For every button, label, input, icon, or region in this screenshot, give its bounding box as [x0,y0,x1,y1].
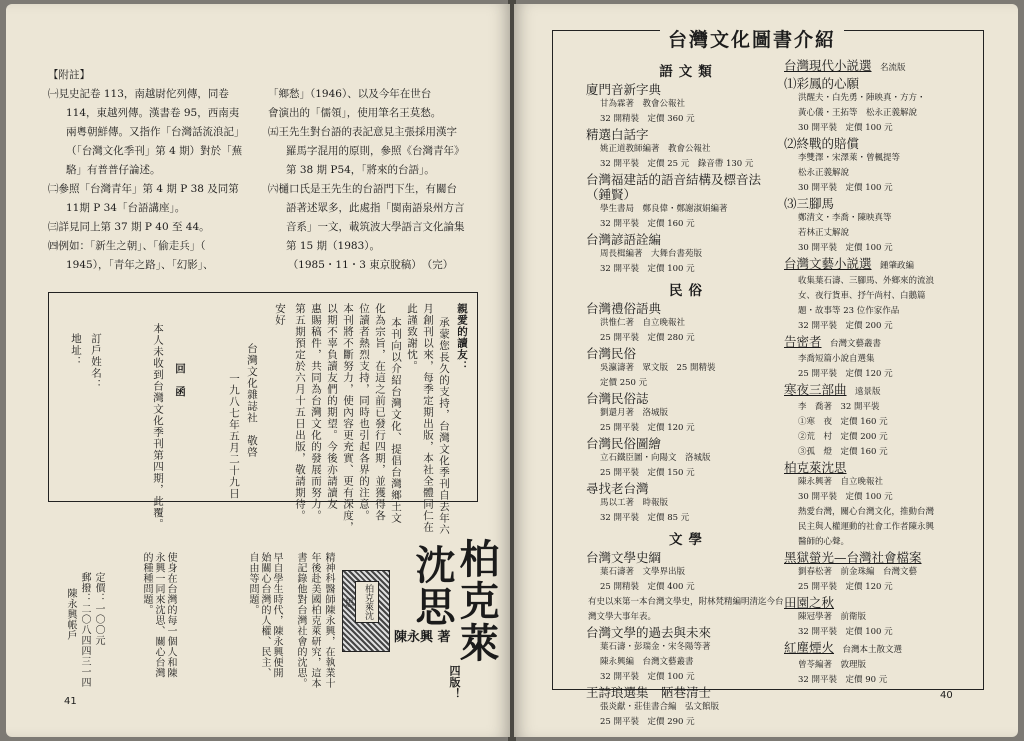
footnote-line: ㈠見史記卷 113，南越尉佗列傳，同卷 [48,88,229,100]
book-detail: 洪醒夫・白先勇・陣映真・方方・ [798,93,926,103]
book-entry [586,685,791,730]
book-title-text: 台灣文藝小説選 [784,256,872,271]
book-detail: 馬以工著 時報版 [600,498,669,508]
notice-line: 惠賜稿件，共同為台灣文化的發展而努力。 [310,303,322,522]
book-detail: 洪惟仁著 自立晚報社 [600,318,686,328]
book-detail: 周長楫編著 大舞台書苑版 [600,249,703,259]
book-entry [586,436,791,481]
book-publisher-note: 名流版 [871,63,906,73]
book-detail: 32 開平裝 定價 160 元 [600,219,695,229]
book-detail: 葉石濤著 文學界出版 [600,567,686,577]
ad-price: 定價：一〇〇元 [93,572,104,646]
book-detail: 葉石濤・彭瑞金・宋冬陽等著 [600,642,711,652]
book-detail: 曾苓編著 敦理版 [798,660,867,670]
notice-line: 本刊向以介紹台灣文化、提倡台灣鄉土文 [390,317,402,524]
book-publisher-note: 遠景版 [846,387,881,397]
notice-greeting: 親愛的讀友： [456,303,468,372]
footnote-line: 羅馬字混用的原則，參照《台灣青年》 [286,145,465,157]
book-detail: 32 開平裝 定價 100 元 [600,672,695,682]
book-entry [586,550,791,625]
book-title-text: 告密者 [784,334,822,349]
book-detail: 女、夜行貨車、抒午尚村、白鵝篇 [798,291,926,301]
book-title: 精選白話字 [586,127,649,142]
footnotes-column-1 [48,66,253,275]
book-subtitle: ⑶三腳馬 [784,196,835,211]
book-title [784,256,989,274]
book-title-text: 黑獄螢光—台灣社會檔案 [784,550,922,565]
book-detail: 陳永興編 台灣文藝叢書 [600,657,694,667]
book-title: 台灣文學的過去與未來 [586,625,712,640]
notice-publisher: 台灣文化雜誌社 敬啓 [246,343,258,458]
catalog-section-heading: 語文類 [659,64,718,80]
footnote-line: 第 38 期 P54，「將來的台語」。 [286,164,435,176]
book-publisher-note: 台灣本土散文選 [834,645,903,655]
book-entry [784,334,989,382]
book-title: 台灣民俗圖繪 [586,436,662,451]
book-detail: 李喬短篇小說自選集 [798,354,875,364]
catalog-column-1 [586,58,791,730]
notice-line: 本刊將不斷努力，使內容更充實、更有深度， [342,303,354,533]
book-detail: 劉春松著 前金珠編 台灣文藝 [798,567,918,577]
book-title: 廈門音新字典 [586,82,662,97]
footnote-line: ㈤王先生對台語的表記意見主張採用漢字 [268,126,457,138]
book-detail: 25 開平裝 定價 120 元 [798,369,893,379]
notice-closing: 安好 [274,303,286,326]
book-cover-image [342,570,390,652]
footnote-line: ㈡參照「台灣青年」第 4 期 P 38 及同第 [48,183,239,195]
book-detail: 30 開平裝 定價 100 元 [798,243,893,253]
notice-date: 一九八七年五月二十九日 [228,373,240,500]
book-entry [586,391,791,436]
book-detail: 25 開平裝 定價 280 元 [600,333,695,343]
book-detail: 題・故事等 23 位作家作品 [798,306,900,316]
ad-title-line-1: 柏克萊 [453,538,500,664]
book-detail: 李雙澤・宋澤萊・曾楓提等 [798,153,901,163]
book-detail: ①寒 夜 定價 160 元 [798,417,888,427]
book-detail: 松永正義解說 [798,168,850,178]
book-detail: 醫師的心聲。 [798,537,850,547]
catalog-section-heading: 文學 [669,532,708,548]
book-title-text: 田園之秋 [784,595,835,610]
book-entry [784,58,989,256]
notice-line: 承蒙您長久的支持，台灣文化季刊自去年六 [438,317,450,536]
book-detail: 甘為霖著 教會公報社 [600,99,686,109]
book-detail: 陳冠學著 前衛版 [798,612,867,622]
book-title [784,595,989,610]
page-number-left: 41 [64,696,77,707]
notice-line: 第五期預定於六月十五日出版，敬請期待。 [294,303,306,522]
book-detail: 學生書局 鄭良偉・鄭謝淑娟編著 [600,204,728,214]
receipt-heading: 回 函 [174,363,186,398]
ad-excerpt: 早自學生時代，陳永興便開始關心台灣的人權、民主、自由等問題。 [247,552,282,678]
book-detail: 32 開平裝 定價 85 元 [600,513,690,523]
book-detail: 30 開平裝 定價 100 元 [798,492,893,502]
book-title: 台灣文學史綱 [586,550,662,565]
book-description: 有史以來第一本台灣文學史，附林梵精編明清迄今台灣文學大事年表。 [588,597,784,622]
book-detail: 定價 250 元 [600,378,648,388]
book-title: 尋找老台灣 [586,481,649,496]
book-detail: 30 開平裝 定價 100 元 [798,123,893,133]
book-entry [784,640,989,688]
catalog-column-2 [784,58,989,688]
footnote-line: 語著述眾多，此處指「閩南語泉州方言 [286,202,465,214]
book-entry [784,595,989,640]
book-title [784,460,989,475]
book-publisher-note: 台灣文藝叢書 [821,339,882,349]
book-detail: 收集葉石濤、三腳馬、外鄉來的流浪 [798,276,935,286]
book-title: 台灣諺語詮編 [586,232,662,247]
page-number-right: 40 [940,690,953,701]
book-entry [586,127,791,172]
book-detail: 25 開平裝 定價 120 元 [600,423,695,433]
book-detail: 李 喬著 32 開平裝 [798,402,880,412]
book-detail: 25 開平裝 定價 120 元 [798,582,893,592]
book-entry [586,232,791,277]
book-detail: 張炎獻・莊佳書合編 弘文館版 [600,702,720,712]
book-detail: 鄭清文・李喬・陳映真等 [798,213,892,223]
book-detail: 黃心儀・王拓等 松永正義解說 [798,108,918,118]
book-detail: 32 開平裝 定價 200 元 [798,321,893,331]
book-title: 台灣民俗 [586,346,637,361]
book-title: 王詩琅選集 陋巷清士 [586,685,712,700]
footnote-line: 114，東越列傳。漢書卷 95，西南夷 [66,107,240,119]
book-title [784,550,989,565]
book-detail: 陳永興著 自立晚報社 [798,477,884,487]
book-entry [586,172,791,232]
catalog-title: 台灣文化圖書介紹 [660,25,844,52]
notice-line: 位讀者熱烈支持，同時也引起各界的注意。 [358,303,370,522]
footnote-line: （「台灣文化季刊」第 4 期）對於「蕪 [66,145,243,157]
book-entry [586,301,791,346]
notice-line: 化為宗旨，在這之前已發行四期，並獲得各 [374,303,386,522]
book-subtitle: ⑴彩鳳的心願 [784,76,860,91]
footnote-line: 兩粵朝鮮傳。又指作「台灣話流浪記」 [66,126,245,138]
book-entry [784,256,989,334]
book-detail: 32 開平裝 定價 90 元 [798,675,888,685]
ad-edition: 四版！ [448,665,461,700]
footnote-line: 「鄉愁」（1946）、以及今年在世台 [268,88,432,100]
ad-title-line-2: 沈思 [409,544,456,628]
book-detail: 25 開平裝 定價 150 元 [600,468,695,478]
book-title [784,58,989,76]
book-title [784,334,989,352]
book-detail: 32 開平裝 定價 100 元 [600,264,695,274]
book-detail: ③孤 燈 定價 160 元 [798,447,888,457]
footnote-line: 第 15 期（1983）。 [286,240,381,252]
book-publisher-note: 鍾肇政編 [871,261,915,271]
book-entry [784,550,989,595]
address-label: 地址： [70,333,82,368]
book-cover-title: 柏克萊沈思 [355,581,379,623]
book-detail: 32 開平裝 定價 100 元 [798,627,893,637]
book-entry [586,82,791,127]
book-detail: 若林正丈解說 [798,228,850,238]
footnote-line: 音系」一文，載筑波大學語言文化論集 [286,221,465,233]
notice-line: 此謹致謝忱。 [406,303,418,372]
book-detail: 熱愛台灣，關心台灣文化，推動台灣 [798,507,935,517]
book-detail: ②荒 村 定價 200 元 [798,432,888,442]
footnote-line: 1945），「青年之路」、「幻影」、 [66,259,214,271]
book-detail: 32 開平裝 定價 25 元 錄音帶 130 元 [600,159,754,169]
book-title: 台灣禮俗語典 [586,301,662,316]
ad-description: 書記錄他對台灣社會的沈思。 [295,552,306,689]
footnote-line: ㈣例如：「新生之朝」、「偷走兵」（ [48,240,206,252]
book-detail: 立石鐵臣圖・向陽文 洛城版 [600,453,711,463]
footnote-line: 11期 P 34「台語講座」。 [66,202,186,214]
receipt-body: 本人未收到台灣文化季刊第四期，此覆。 [152,323,164,530]
book-title-text: 寒夜三部曲 [784,382,847,397]
book-entry [784,382,989,460]
ad-description: 年後赴美國柏克萊研究，這本 [309,552,320,689]
footnotes-column-2 [268,85,473,275]
book-detail: 32 開精裝 定價 360 元 [600,114,695,124]
footnote-line: ㈥樋口氏是王先生的台語門下生，有關台 [268,183,457,195]
book-entry [784,460,989,550]
book-detail: 民主與人權運動的社會工作者陳永興 [798,522,935,532]
footnote-line: 會演出的「儒領」，使用筆名王莫愁。 [268,107,442,119]
notice-line: 以期不辜負讀友們的期望。今後亦請讀友 [326,303,338,510]
footnote-line: ㈢詳見同上第 37 期 P 40 至 44。 [48,221,210,233]
catalog-section-heading: 民俗 [669,283,708,299]
book-title [784,640,989,658]
book-entry [586,625,791,685]
notice-line: 月創刊以來，每季定期出版，本社全體同仁在 [422,303,434,533]
author-signature: （1985・11・3 東京脫稿） （完） [287,259,454,271]
ad-account-name: 陳永興帳戶 [65,588,76,641]
ad-account: 郵撥：二〇八四四三一四 [79,572,90,688]
book-subtitle: ⑵終戰的賠償 [784,136,860,151]
ad-author-note: 使身在台灣的每一個人和陳永興一同來沈思、關心台灣的種種問題。 [141,552,176,678]
book-entry [586,481,791,526]
book-title [784,382,989,400]
book-title-text: 柏克萊沈思 [784,460,847,475]
book-title: 台灣福建話的語音結構及標音法 （鍾賢） [586,172,774,202]
ad-description: 精神科醫師陳永興，在執業十 [323,552,334,689]
book-detail: 30 開平裝 定價 100 元 [798,183,893,193]
reader-notice-box [48,292,478,536]
ad-author: 陳永興 著 [394,630,451,645]
book-title-text: 紅塵煙火 [784,640,835,655]
book-detail: 吳瀛濤著 眾文版 25 開精裝 [600,363,716,373]
book-detail: 劉還月著 洛城版 [600,408,669,418]
book-detail: 姚正道教師編著 教會公報社 [600,144,711,154]
book-title-text: 台灣現代小説選 [784,58,872,73]
footnotes-heading: 【附註】 [48,69,90,81]
book-title: 台灣民俗誌 [586,391,649,406]
book-detail: 25 開平裝 定價 290 元 [600,717,695,727]
subscriber-name-label: 訂戶姓名： [90,333,102,391]
book-entry [586,346,791,391]
book-detail: 25 開精裝 定價 400 元 [600,582,695,592]
footnote-line: 駱」有普普仔論述。 [66,164,161,176]
